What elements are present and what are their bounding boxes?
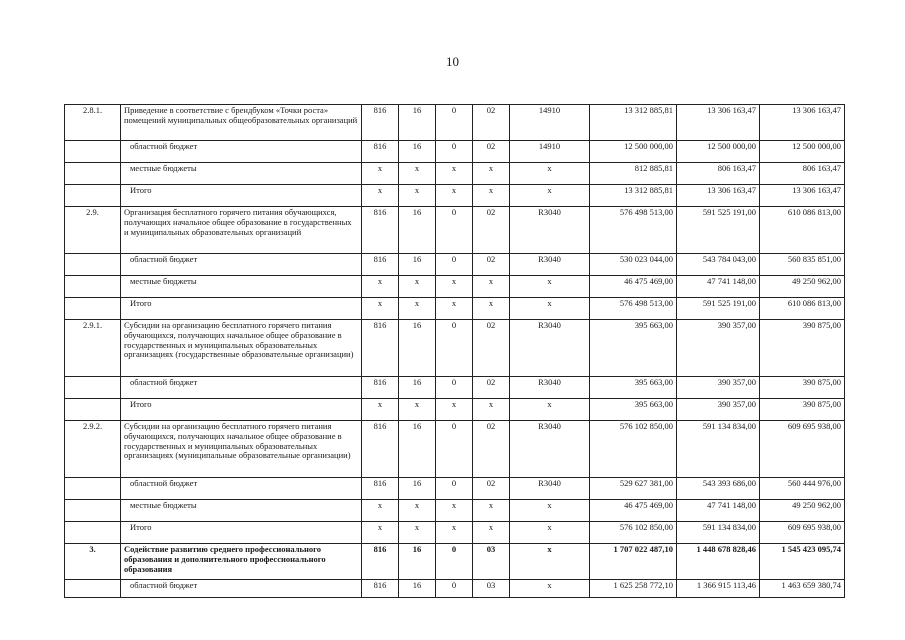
row-number-cell — [65, 141, 121, 163]
row-name-cell: областной бюджет — [121, 141, 362, 163]
code-cell: x — [362, 276, 399, 298]
table-row — [65, 580, 845, 598]
amount-cell: 390 875,00 — [760, 399, 845, 421]
code-cell: 02 — [473, 141, 510, 163]
code-cell: 0 — [436, 207, 473, 254]
table-row — [65, 500, 845, 522]
row-number-cell — [65, 163, 121, 185]
row-name-cell: местные бюджеты — [121, 276, 362, 298]
amount-cell: 812 885,81 — [590, 163, 677, 185]
code-cell: x — [399, 163, 436, 185]
table-row — [65, 544, 845, 580]
row-name-cell: Итого — [121, 399, 362, 421]
code-cell: x — [362, 522, 399, 544]
code-cell: x — [473, 500, 510, 522]
code-cell: 03 — [473, 544, 510, 580]
amount-cell: 591 525 191,00 — [677, 207, 760, 254]
row-number-cell — [65, 276, 121, 298]
code-cell: 02 — [473, 254, 510, 276]
amount-cell: 609 695 938,00 — [760, 522, 845, 544]
code-cell: 16 — [399, 544, 436, 580]
code-cell: 816 — [362, 207, 399, 254]
code-cell: 02 — [473, 207, 510, 254]
code-cell: x — [362, 298, 399, 320]
code-cell: x — [399, 185, 436, 207]
row-name-cell: областной бюджет — [121, 254, 362, 276]
code-cell: R3040 — [510, 254, 590, 276]
amount-cell: 609 695 938,00 — [760, 421, 845, 478]
code-cell: 02 — [473, 478, 510, 500]
row-number-cell — [65, 254, 121, 276]
amount-cell: 13 306 163,47 — [677, 105, 760, 141]
row-name-cell: Организация бесплатного горячего питания обучающихся, получающих начальное общее образование в государственных и муниципальных образовательных организаций — [121, 207, 362, 254]
row-number-cell: 2.9. — [65, 207, 121, 254]
row-name-cell: областной бюджет — [121, 377, 362, 399]
code-cell: x — [436, 298, 473, 320]
code-cell: 03 — [473, 580, 510, 598]
code-cell: 14910 — [510, 141, 590, 163]
code-cell: x — [362, 185, 399, 207]
code-cell: 16 — [399, 141, 436, 163]
row-number-cell: 2.9.1. — [65, 320, 121, 377]
amount-cell: 390 875,00 — [760, 320, 845, 377]
amount-cell: 395 663,00 — [590, 377, 677, 399]
table-row — [65, 399, 845, 421]
amount-cell: 47 741 148,00 — [677, 500, 760, 522]
code-cell: 816 — [362, 478, 399, 500]
code-cell: x — [473, 185, 510, 207]
code-cell: x — [473, 163, 510, 185]
code-cell: x — [436, 522, 473, 544]
amount-cell: 1 366 915 113,46 — [677, 580, 760, 598]
code-cell: x — [362, 399, 399, 421]
code-cell: 816 — [362, 580, 399, 598]
code-cell: 0 — [436, 421, 473, 478]
row-name-cell: Субсидии на организацию бесплатного горячего питания обучающихся, получающих начальное общее образование в государственных и муниципальных образовательных организациях (государственные образовательные организации) — [121, 320, 362, 377]
code-cell: 02 — [473, 105, 510, 141]
code-cell: 816 — [362, 544, 399, 580]
code-cell: x — [436, 276, 473, 298]
amount-cell: 806 163,47 — [677, 163, 760, 185]
code-cell: 816 — [362, 377, 399, 399]
amount-cell: 390 875,00 — [760, 377, 845, 399]
amount-cell: 530 023 044,00 — [590, 254, 677, 276]
table-row — [65, 141, 845, 163]
amount-cell: 1 707 022 487,10 — [590, 544, 677, 580]
code-cell: x — [510, 276, 590, 298]
code-cell: R3040 — [510, 377, 590, 399]
code-cell: 16 — [399, 254, 436, 276]
table-row — [65, 276, 845, 298]
row-name-cell: местные бюджеты — [121, 163, 362, 185]
amount-cell: 390 357,00 — [677, 320, 760, 377]
table-row — [65, 298, 845, 320]
table-body — [65, 105, 845, 598]
amount-cell: 591 525 191,00 — [677, 298, 760, 320]
row-number-cell — [65, 500, 121, 522]
row-number-cell — [65, 399, 121, 421]
row-name-cell: Итого — [121, 522, 362, 544]
amount-cell: 13 306 163,47 — [677, 185, 760, 207]
amount-cell: 1 448 678 828,46 — [677, 544, 760, 580]
code-cell: 02 — [473, 377, 510, 399]
code-cell: 16 — [399, 377, 436, 399]
amount-cell: 1 463 659 380,74 — [760, 580, 845, 598]
code-cell: x — [399, 522, 436, 544]
amount-cell: 610 086 813,00 — [760, 298, 845, 320]
row-name-cell: областной бюджет — [121, 478, 362, 500]
amount-cell: 560 444 976,00 — [760, 478, 845, 500]
row-number-cell — [65, 522, 121, 544]
amount-cell: 13 312 885,81 — [590, 105, 677, 141]
amount-cell: 49 250 962,00 — [760, 500, 845, 522]
row-number-cell — [65, 377, 121, 399]
code-cell: x — [436, 399, 473, 421]
amount-cell: 1 625 258 772,10 — [590, 580, 677, 598]
code-cell: 16 — [399, 580, 436, 598]
code-cell: x — [436, 163, 473, 185]
row-name-cell: Итого — [121, 185, 362, 207]
table-row — [65, 254, 845, 276]
code-cell: 16 — [399, 478, 436, 500]
amount-cell: 390 357,00 — [677, 399, 760, 421]
code-cell: 816 — [362, 105, 399, 141]
code-cell: x — [399, 298, 436, 320]
code-cell: x — [399, 500, 436, 522]
code-cell: x — [399, 276, 436, 298]
code-cell: 16 — [399, 320, 436, 377]
code-cell: R3040 — [510, 478, 590, 500]
amount-cell: 576 102 850,00 — [590, 522, 677, 544]
amount-cell: 560 835 851,00 — [760, 254, 845, 276]
row-name-cell: Итого — [121, 298, 362, 320]
code-cell: x — [473, 298, 510, 320]
code-cell: x — [510, 580, 590, 598]
code-cell: R3040 — [510, 320, 590, 377]
code-cell: 16 — [399, 207, 436, 254]
page-number: 10 — [446, 54, 459, 69]
amount-cell: 49 250 962,00 — [760, 276, 845, 298]
table-row — [65, 185, 845, 207]
table-row — [65, 163, 845, 185]
code-cell: 0 — [436, 478, 473, 500]
code-cell: R3040 — [510, 421, 590, 478]
code-cell: 0 — [436, 377, 473, 399]
row-number-cell: 2.8.1. — [65, 105, 121, 141]
table-row — [65, 105, 845, 141]
amount-cell: 591 134 834,00 — [677, 421, 760, 478]
row-number-cell: 3. — [65, 544, 121, 580]
table-row — [65, 421, 845, 478]
code-cell: x — [473, 276, 510, 298]
amount-cell: 390 357,00 — [677, 377, 760, 399]
amount-cell: 12 500 000,00 — [677, 141, 760, 163]
amount-cell: 395 663,00 — [590, 399, 677, 421]
code-cell: 816 — [362, 254, 399, 276]
code-cell: x — [362, 500, 399, 522]
code-cell: 02 — [473, 320, 510, 377]
amount-cell: 395 663,00 — [590, 320, 677, 377]
row-number-cell — [65, 185, 121, 207]
code-cell: 0 — [436, 254, 473, 276]
code-cell: x — [510, 500, 590, 522]
amount-cell: 529 627 381,00 — [590, 478, 677, 500]
row-number-cell — [65, 580, 121, 598]
code-cell: 816 — [362, 320, 399, 377]
amount-cell: 13 312 885,81 — [590, 185, 677, 207]
code-cell: 0 — [436, 544, 473, 580]
code-cell: x — [473, 399, 510, 421]
table-row — [65, 522, 845, 544]
row-name-cell: Содействие развитию среднего профессионального образования и дополнительного профессионального образования — [121, 544, 362, 580]
code-cell: x — [436, 185, 473, 207]
code-cell: 816 — [362, 141, 399, 163]
code-cell: 0 — [436, 105, 473, 141]
code-cell: 0 — [436, 580, 473, 598]
code-cell: x — [510, 163, 590, 185]
code-cell: 02 — [473, 421, 510, 478]
code-cell: 816 — [362, 421, 399, 478]
code-cell: 0 — [436, 141, 473, 163]
amount-cell: 543 784 043,00 — [677, 254, 760, 276]
amount-cell: 543 393 686,00 — [677, 478, 760, 500]
amount-cell: 13 306 163,47 — [760, 185, 845, 207]
row-name-cell: Приведение в соответствие с брендбуком «Точки роста» помещений муниципальных общеобразовательных организаций — [121, 105, 362, 141]
table-row — [65, 320, 845, 377]
table-row — [65, 207, 845, 254]
amount-cell: 13 306 163,47 — [760, 105, 845, 141]
code-cell: R3040 — [510, 207, 590, 254]
amount-cell: 47 741 148,00 — [677, 276, 760, 298]
row-number-cell — [65, 298, 121, 320]
amount-cell: 46 475 469,00 — [590, 276, 677, 298]
code-cell: x — [510, 298, 590, 320]
amount-cell: 46 475 469,00 — [590, 500, 677, 522]
amount-cell: 591 134 834,00 — [677, 522, 760, 544]
row-number-cell: 2.9.2. — [65, 421, 121, 478]
code-cell: 14910 — [510, 105, 590, 141]
code-cell: x — [510, 185, 590, 207]
table-row — [65, 377, 845, 399]
code-cell: 16 — [399, 105, 436, 141]
code-cell: x — [362, 163, 399, 185]
code-cell: x — [510, 399, 590, 421]
code-cell: x — [510, 522, 590, 544]
row-name-cell: местные бюджеты — [121, 500, 362, 522]
row-number-cell — [65, 478, 121, 500]
code-cell: x — [399, 399, 436, 421]
row-name-cell: областной бюджет — [121, 580, 362, 598]
table-row — [65, 478, 845, 500]
amount-cell: 576 498 513,00 — [590, 298, 677, 320]
amount-cell: 12 500 000,00 — [760, 141, 845, 163]
budget-table — [64, 104, 845, 598]
code-cell: x — [510, 544, 590, 580]
amount-cell: 806 163,47 — [760, 163, 845, 185]
code-cell: x — [436, 500, 473, 522]
amount-cell: 576 102 850,00 — [590, 421, 677, 478]
amount-cell: 1 545 423 095,74 — [760, 544, 845, 580]
code-cell: 16 — [399, 421, 436, 478]
row-name-cell: Субсидии на организацию бесплатного горячего питания обучающихся, получающих начальное общее образование в государственных и муниципальных образовательных организациях (муниципальные образовательные организации) — [121, 421, 362, 478]
code-cell: x — [473, 522, 510, 544]
code-cell: 0 — [436, 320, 473, 377]
amount-cell: 576 498 513,00 — [590, 207, 677, 254]
amount-cell: 12 500 000,00 — [590, 141, 677, 163]
amount-cell: 610 086 813,00 — [760, 207, 845, 254]
